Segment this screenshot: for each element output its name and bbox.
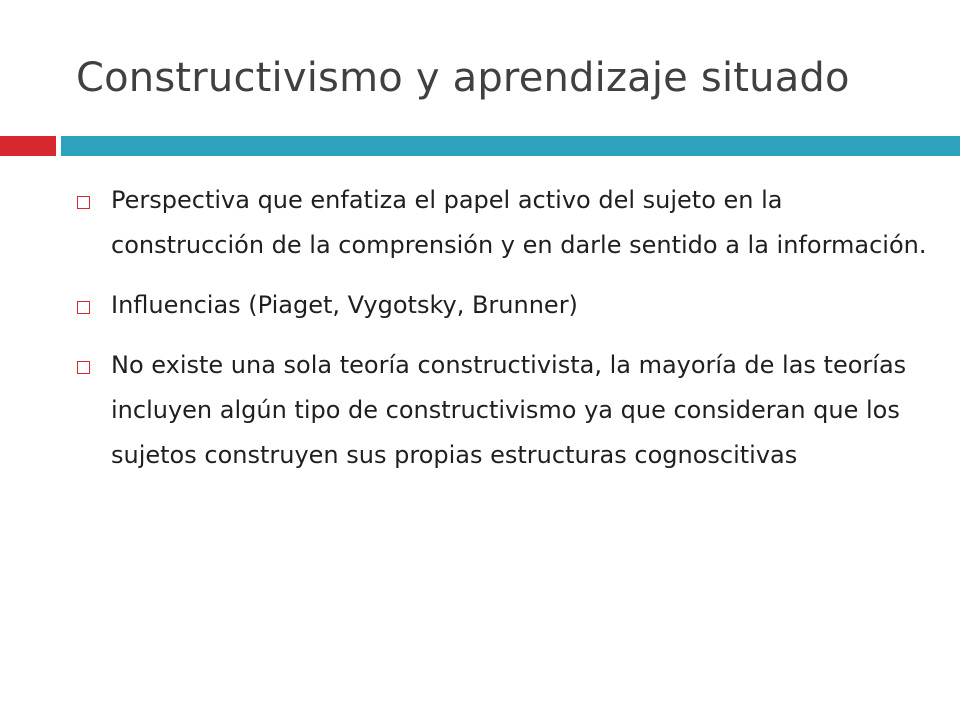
bullet-text: Influencias (Piaget, Vygotsky, Brunner) bbox=[111, 291, 578, 319]
bullet-list bbox=[75, 178, 935, 493]
bullet-text: No existe una sola teoría constructivista, la mayoría de las teorías incluyen algún tipo de constructivismo ya que consideran que los sujetos construyen sus propias estructuras cognoscitivas bbox=[111, 351, 907, 469]
bullet-text: Perspectiva que enfatiza el papel activo del sujeto en la construcción de la comprensión y en darle sentido a la información. bbox=[111, 186, 927, 259]
slide-title: Constructivismo y aprendizaje situado bbox=[76, 55, 850, 101]
bullet-item bbox=[75, 283, 935, 328]
square-outline-icon bbox=[77, 301, 90, 314]
title-rule-blue bbox=[61, 136, 960, 156]
bullet-item bbox=[75, 343, 935, 478]
title-rule-red bbox=[0, 136, 56, 156]
square-outline-icon bbox=[77, 361, 90, 374]
square-outline-icon bbox=[77, 196, 90, 209]
bullet-item bbox=[75, 178, 935, 268]
